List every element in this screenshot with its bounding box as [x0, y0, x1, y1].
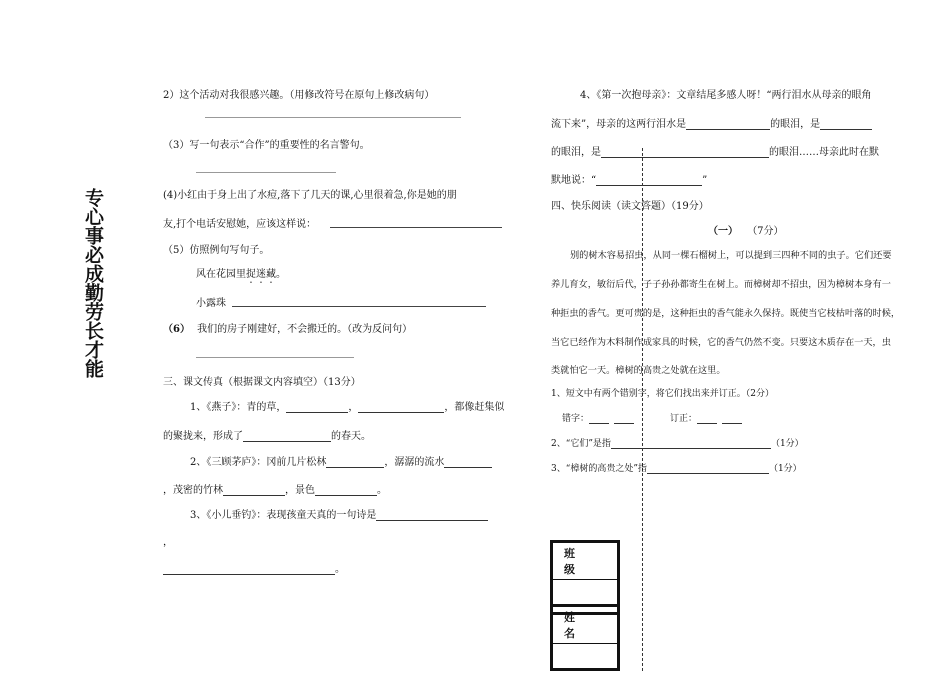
s3-2-blank1[interactable]	[326, 456, 384, 468]
q5-example-prefix: 风在花园里	[196, 269, 246, 280]
s3-item2-line2	[163, 481, 387, 496]
r1-fix-blank2[interactable]	[722, 412, 742, 424]
s3-4-c: 的眼泪，是	[770, 119, 821, 130]
s3-3-a: 3、《小儿垂钓》：表现孩童天真的一句诗是	[190, 510, 377, 521]
r3-blank[interactable]	[647, 462, 769, 474]
r1-wrong-blank1[interactable]	[589, 412, 609, 424]
s3-2-d: ，景色	[285, 485, 315, 496]
s3-1-c: ，都像赶集似	[444, 402, 505, 413]
s3-1-d: 的聚拢来，形成了	[163, 431, 243, 442]
r1-fix-label: 订正：	[670, 414, 698, 424]
passage-line-4: 当它已经作为木料制作成家具的时候，它的香气仍然不变。只要这木质存在一天，虫	[551, 337, 891, 348]
r3-score: （1分）	[768, 464, 802, 474]
s3-item2-line1	[190, 453, 492, 468]
q5-start: 小露珠	[196, 298, 226, 309]
s3-4-b: 流下来”，母亲的这两行泪水是	[551, 119, 687, 130]
s3-3-end: 。	[335, 564, 345, 575]
r1-wrong-blank2[interactable]	[614, 412, 634, 424]
r2-blank[interactable]	[611, 437, 771, 449]
s3-item3-line3	[163, 560, 345, 575]
s3-4-f: 默地说：“	[551, 175, 597, 186]
r1-wrong-label: 错字：	[562, 414, 590, 424]
s3-item4-line4	[551, 171, 707, 186]
class-label: 班 级	[553, 543, 617, 580]
section3-title: 三、课文传真（根据课文内容填空）（13分）	[163, 377, 361, 388]
s3-item3-line1	[190, 506, 488, 521]
part1-heading	[708, 222, 784, 237]
passage-line-2: 养儿育女，敏衍后代，子子孙孙都寄生在树上。而樟树却不招虫，因为樟树本身有一	[551, 279, 891, 290]
s3-item4-line2	[551, 115, 872, 130]
side-motto: 专心事必成勤劳长才能	[82, 188, 104, 378]
part1-score: （7分）	[747, 226, 784, 237]
s3-4-blank1[interactable]	[686, 118, 770, 130]
name-label: 姓 名	[553, 604, 617, 644]
r1-text: 1、短文中有两个错别字，将它们找出来并订正。（2分）	[551, 389, 774, 399]
s3-3-blank2[interactable]	[163, 563, 335, 575]
cut-line	[642, 148, 643, 671]
q5-example	[196, 265, 286, 286]
q6-answer-line[interactable]	[196, 357, 354, 358]
s3-2-blank4[interactable]	[315, 484, 377, 496]
s3-4-blank4[interactable]	[596, 174, 702, 186]
s3-item4-line1: 4、《第一次抱母亲》：文章结尾多感人呀！“两行泪水从母亲的眼角	[580, 90, 872, 101]
name-field[interactable]	[553, 644, 617, 676]
s3-item4-line3	[551, 143, 879, 158]
passage-line-5: 类就怕它一天。樟树的高贵之处就在这里。	[551, 365, 726, 376]
s3-item1-line2	[163, 427, 371, 442]
r1-fix-blank1[interactable]	[697, 412, 717, 424]
q5-example-dotted: 捉迷藏	[246, 269, 276, 280]
s3-2-blank2[interactable]	[444, 456, 492, 468]
part1-title: （一）	[708, 226, 738, 237]
r3-row	[551, 461, 802, 474]
s3-1-blank3[interactable]	[243, 430, 331, 442]
r2-score: （1分）	[770, 439, 804, 449]
s3-1-e: 的春天。	[331, 431, 371, 442]
q4-line1: (4)小红由于身上出了水痘,落下了几天的课,心里很着急,你是她的朋	[163, 190, 457, 201]
name-box	[550, 604, 620, 671]
r1-answers	[562, 411, 742, 424]
s3-4-e: 的眼泪……母亲此时在默	[769, 147, 879, 158]
s3-2-blank3[interactable]	[223, 484, 285, 496]
q3-answer-line[interactable]	[196, 172, 336, 173]
s3-3-comma: ，	[163, 537, 173, 548]
s3-2-e: 。	[377, 485, 387, 496]
s3-4-g: ”	[702, 175, 708, 186]
s3-1-b: ，	[348, 402, 359, 413]
s3-1-a: 1、《燕子》：青的草，	[190, 402, 287, 413]
q5-text: （5）仿照例句写句子。	[163, 245, 270, 256]
s3-1-blank2[interactable]	[358, 401, 444, 413]
s3-1-blank1[interactable]	[286, 401, 348, 413]
s3-2-a: 2、《三顾茅庐》：冈前几片松林	[190, 457, 327, 468]
q6-text: 我们的房子刚建好，不会搬迁的。（改为反问句）	[197, 324, 413, 335]
s3-2-b: ，潺潺的流水	[384, 457, 445, 468]
q4-answer-line[interactable]	[330, 227, 502, 228]
q6-row	[163, 320, 412, 335]
passage-line-1: 别的树木容易招虫，从同一棵石榴树上，可以提到三四种不同的虫子。它们还要	[570, 250, 892, 261]
passage-line-3: 种拒虫的香气。更可贵的是，这种拒虫的香气能永久保持。既使当它枝枯叶落的时候，	[551, 308, 901, 319]
r2-text: 2、“它们”是指	[551, 439, 611, 449]
q6-number: （6）	[163, 324, 190, 335]
q4-line2: 友,打个电话安慰她，应该这样说：	[163, 219, 317, 230]
q3-text: （3）写一句表示“合作”的重要性的名言警句。	[163, 140, 370, 151]
q5-example-suffix: 。	[276, 269, 286, 280]
section4-title: 四、快乐阅读（读文答题）（19分）	[551, 201, 709, 212]
s3-4-blank3[interactable]	[601, 146, 769, 158]
q2-text: 2）这个活动对我很感兴趣。（用修改符号在原句上修改病句）	[163, 90, 435, 101]
q5-answer-line[interactable]	[232, 306, 486, 307]
q2-answer-line[interactable]	[205, 117, 461, 118]
s3-4-d: 的眼泪，是	[551, 147, 601, 158]
s3-2-c: ，茂密的竹林	[163, 485, 223, 496]
s3-3-blank1[interactable]	[376, 509, 488, 521]
r2-row	[551, 436, 804, 449]
s3-4-blank2[interactable]	[820, 118, 872, 130]
s3-item1-line1	[190, 398, 504, 413]
r3-text: 3、“樟树的高贵之处”指	[551, 464, 647, 474]
